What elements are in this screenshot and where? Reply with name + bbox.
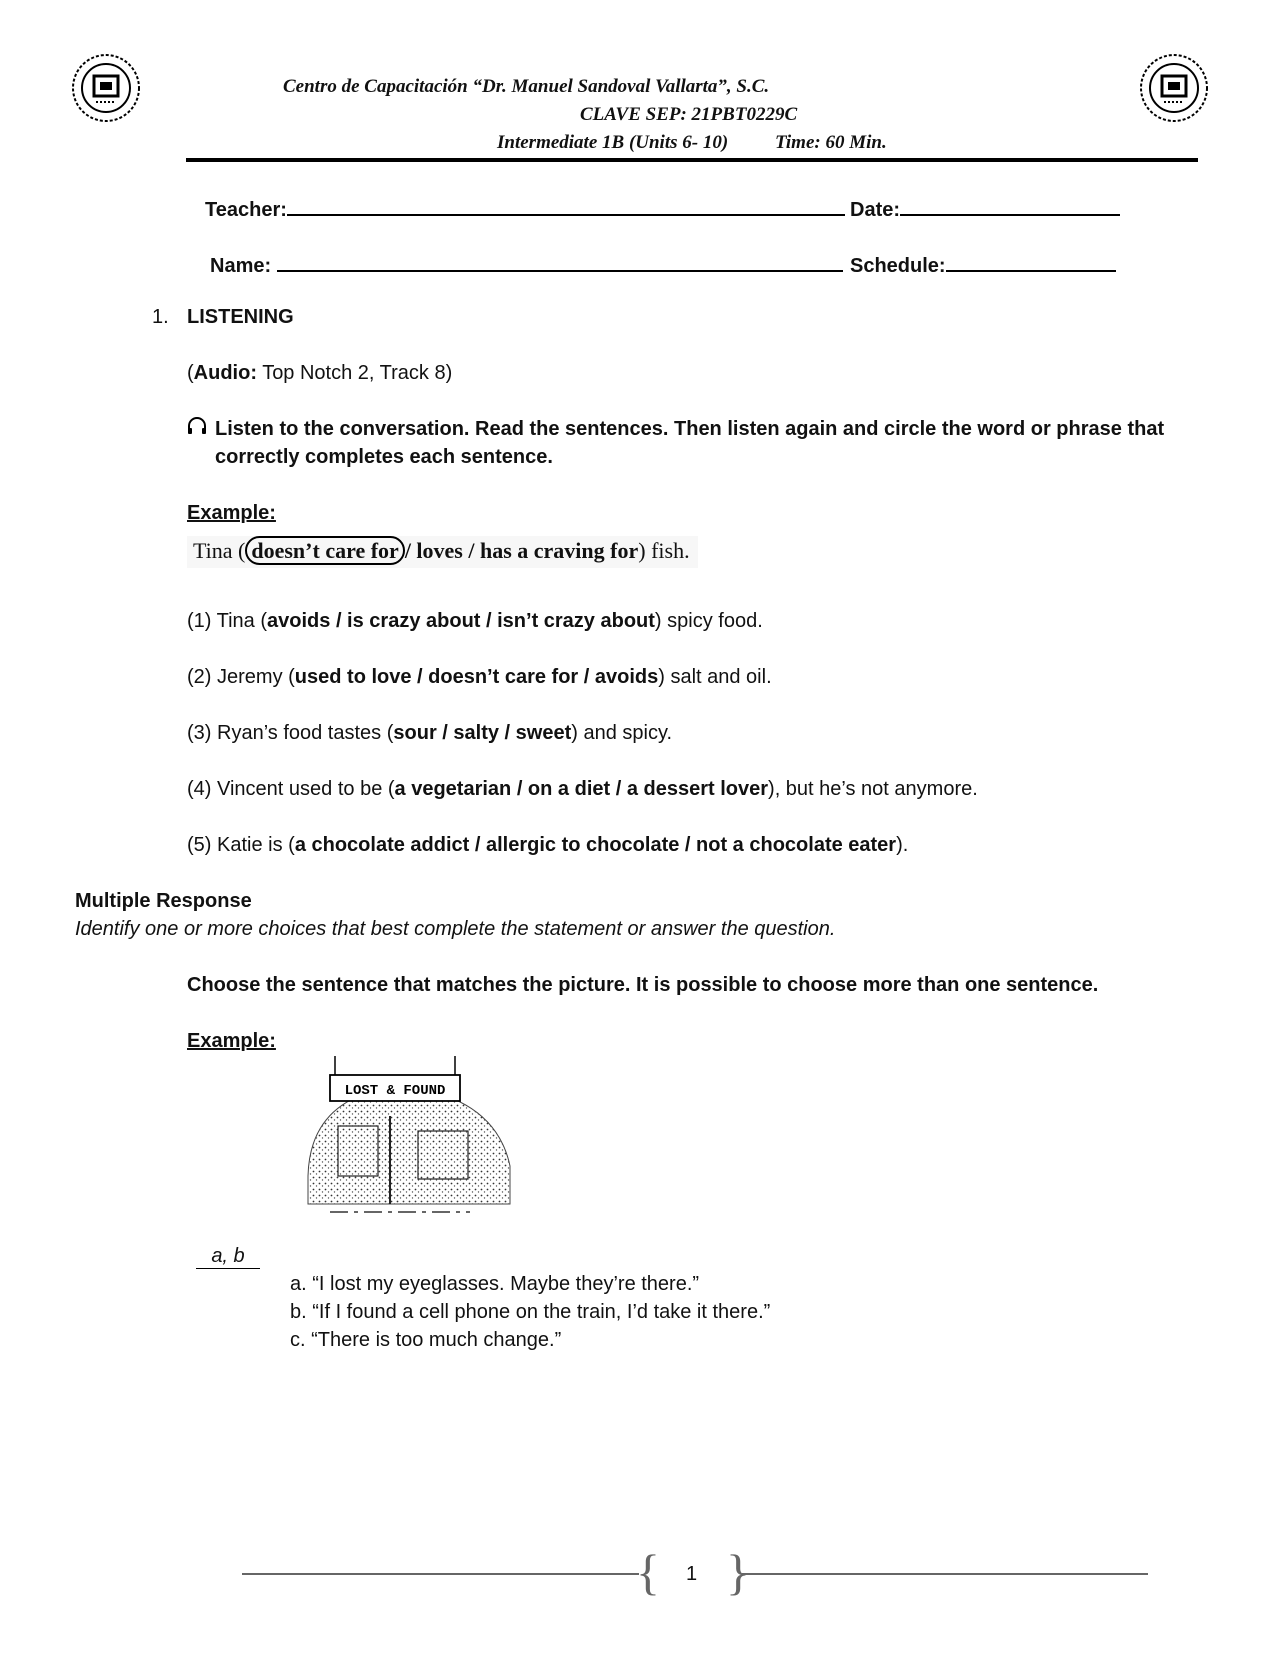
school-logo-left	[70, 52, 142, 124]
date-field[interactable]	[850, 194, 1120, 222]
audio-line: (Audio: Top Notch 2, Track 8)	[187, 362, 453, 384]
listening-item-1: (1) Tina (avoids / is crazy about / isn’t crazy about) spicy food.	[187, 610, 763, 632]
example-circled-answer: doesn’t care for	[245, 536, 404, 565]
course-title: Intermediate 1B (Units 6- 10)	[497, 132, 729, 153]
institution-name: Centro de Capacitación “Dr. Manuel Sandoval Vallarta”, S.C.	[283, 76, 770, 97]
listening-example-label: Example:	[187, 502, 276, 524]
answer-blank[interactable]: a, b	[196, 1245, 260, 1269]
footer-rule-left	[242, 1573, 639, 1575]
sign-text: LOST & FOUND	[344, 1083, 446, 1099]
date-line[interactable]	[900, 194, 1120, 216]
example-start: Tina (	[193, 538, 246, 563]
teacher-line[interactable]	[287, 194, 845, 216]
name-line[interactable]	[277, 250, 843, 272]
listening-item-5: (5) Katie is (a chocolate addict / allergic to chocolate / not a chocolate eater).	[187, 834, 909, 856]
audio-source: Top Notch 2, Track 8	[262, 362, 446, 384]
footer-brace-right: }	[726, 1544, 750, 1600]
footer-rule-right	[742, 1573, 1148, 1575]
schedule-label: Schedule:	[850, 255, 946, 277]
exam-time: Time: 60 Min.	[775, 132, 887, 153]
listening-item-4: (4) Vincent used to be (a vegetarian / on a diet / a dessert lover), but he’s not anymore.	[187, 778, 978, 800]
date-label: Date:	[850, 199, 901, 221]
name-label: Name:	[210, 255, 272, 277]
listening-item-2: (2) Jeremy (used to love / doesn’t care for / avoids) salt and oil.	[187, 666, 772, 688]
audio-label: Audio:	[193, 362, 257, 384]
lost-and-found-picture	[300, 1056, 515, 1216]
multiple-response-title: Multiple Response	[75, 890, 252, 912]
listening-example	[187, 536, 698, 568]
multiple-response-subtitle: Identify one or more choices that best complete the statement or answer the question.	[75, 918, 836, 940]
listening-instruction-line2: correctly completes each sentence.	[215, 446, 553, 468]
choice-a[interactable]: a. “I lost my eyeglasses. Maybe they’re there.”	[290, 1273, 700, 1295]
name-field[interactable]	[210, 250, 843, 278]
listening-item-3: (3) Ryan’s food tastes (sour / salty / sweet) and spicy.	[187, 722, 673, 744]
teacher-label: Teacher:	[205, 199, 287, 221]
multiple-response-instruction: Choose the sentence that matches the picture. It is possible to choose more than one sentence.	[187, 974, 1099, 996]
listening-title: LISTENING	[187, 306, 294, 328]
choice-c[interactable]: c. “There is too much change.”	[290, 1329, 562, 1351]
section-number: 1.	[152, 306, 169, 328]
example-end: ) fish.	[638, 538, 690, 563]
example-other-options: / loves / has a craving for	[404, 538, 639, 563]
headphones-icon	[186, 416, 208, 436]
footer-brace-left: {	[636, 1544, 660, 1600]
header-rule	[186, 158, 1198, 162]
teacher-field[interactable]	[205, 194, 845, 222]
clave-sep: CLAVE SEP: 21PBT0229C	[580, 104, 798, 125]
multiple-response-example-label: Example:	[187, 1030, 276, 1052]
listening-instruction-line1: Listen to the conversation. Read the sentences. Then listen again and circle the word or phrase that	[215, 418, 1165, 440]
school-logo-right	[1138, 52, 1210, 124]
page-number: 1	[686, 1563, 698, 1585]
schedule-field[interactable]	[850, 250, 1116, 278]
schedule-line[interactable]	[946, 250, 1116, 272]
choice-b[interactable]: b. “If I found a cell phone on the train, I’d take it there.”	[290, 1301, 771, 1323]
